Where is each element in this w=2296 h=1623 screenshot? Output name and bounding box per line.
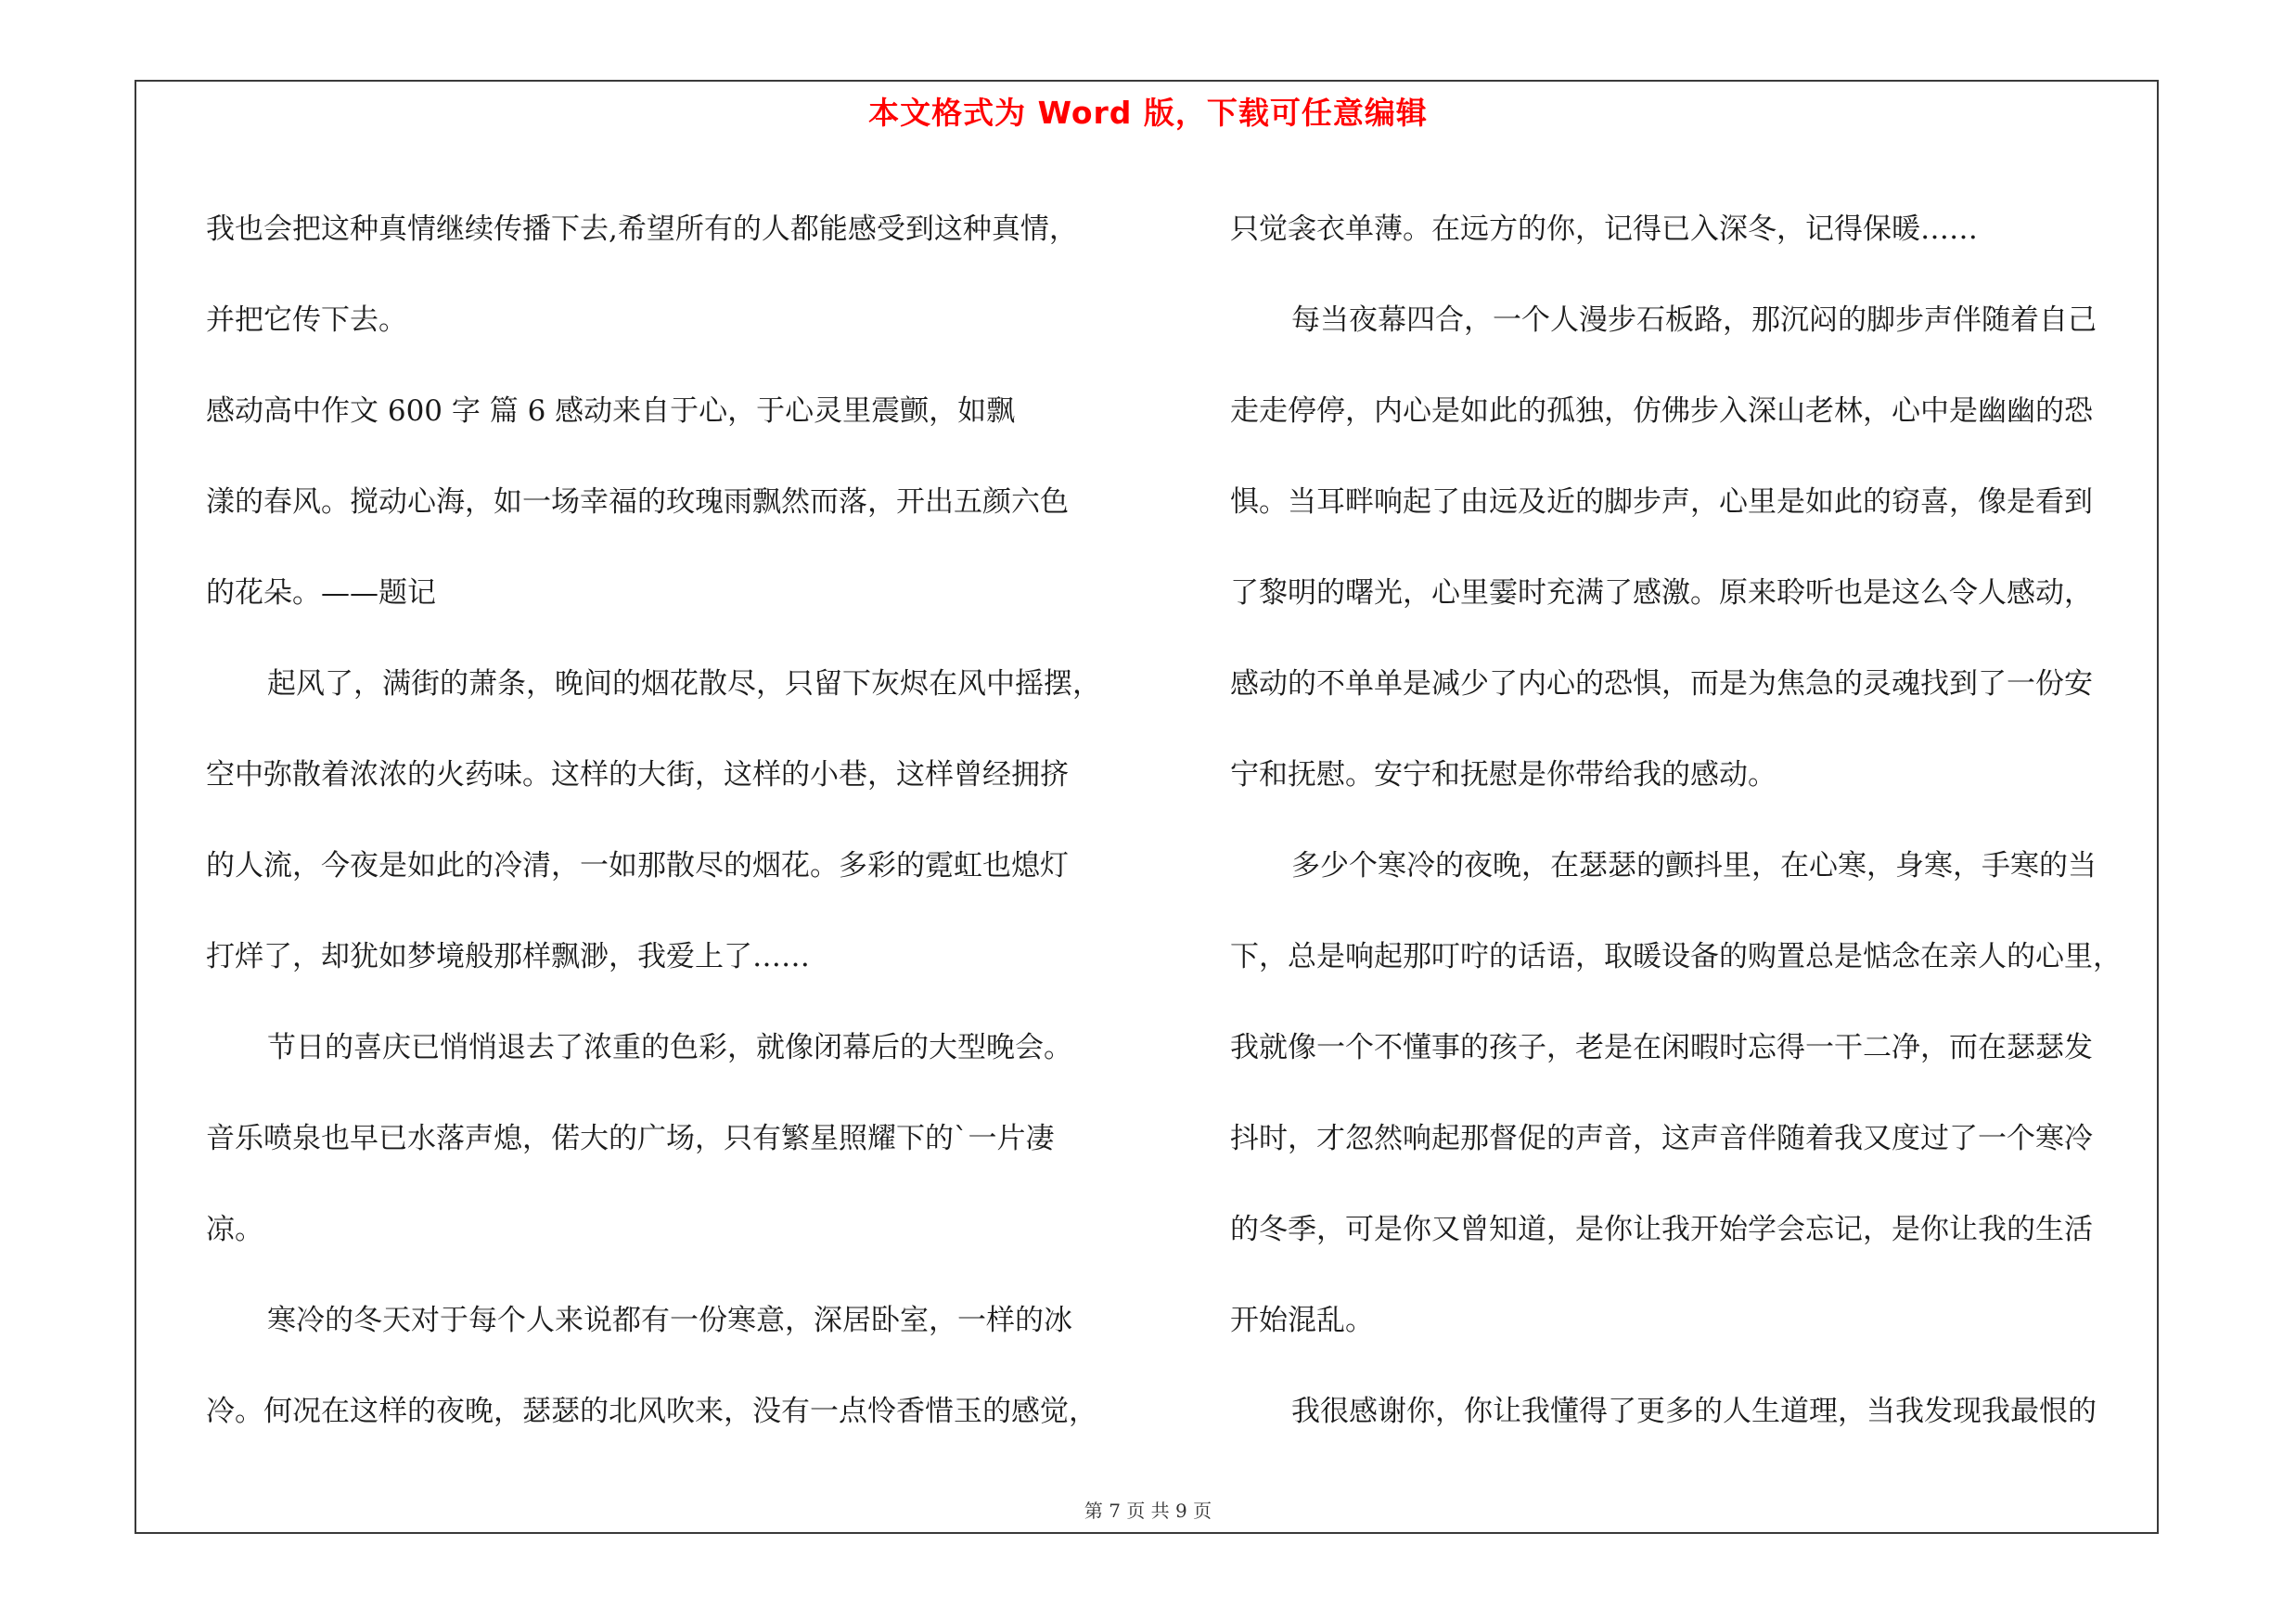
text-line: 开始混乱。: [1230, 1304, 1374, 1337]
text-line: 的人流，今夜是如此的冷清，一如那散尽的烟花。多彩的霓虹也熄灯: [206, 849, 1069, 882]
paragraph-start-line: 节日的喜庆已悄悄退去了浓重的色彩，就像闭幕后的大型晚会。: [267, 1031, 1072, 1064]
text-line: 走走停停，内心是如此的孤独，仿佛步入深山老林，心中是幽幽的恐: [1230, 394, 2093, 428]
text-line: 音乐喷泉也早已水落声熄，偌大的广场，只有繁星照耀下的`一片凄: [206, 1122, 1055, 1155]
text-line: 我就像一个不懂事的孩子，老是在闲暇时忘得一干二净，而在瑟瑟发: [1230, 1031, 2093, 1064]
text-line: 冷。何况在这样的夜晚，瑟瑟的北风吹来，没有一点怜香惜玉的感觉，: [206, 1395, 1097, 1428]
text-line: 抖时，才忽然响起那督促的声音，这声音伴随着我又度过了一个寒冷: [1230, 1122, 2093, 1155]
left-text-column: [206, 184, 1180, 1457]
text-line: 只觉衾衣单薄。在远方的你，记得已入深冬，记得保暖……: [1230, 213, 1978, 246]
text-line: 的花朵。——题记: [206, 576, 436, 610]
text-line: 我也会把这种真情继续传播下去,希望所有的人都能感受到这种真情，: [206, 213, 1078, 246]
paragraph-start-line: 寒冷的冬天对于每个人来说都有一份寒意，深居卧室，一样的冰: [267, 1304, 1072, 1337]
text-line: 凉。: [206, 1213, 263, 1246]
text-line: 感动的不单单是减少了内心的恐惧，而是为焦急的灵魂找到了一份安: [1230, 667, 2093, 701]
paragraph-start-line: 多少个寒冷的夜晚，在瑟瑟的颤抖里，在心寒，身寒，手寒的当: [1291, 849, 2097, 882]
text-line: 下，总是响起那叮咛的话语，取暖设备的购置总是惦念在亲人的心里，: [1230, 940, 2122, 973]
text-line: 空中弥散着浓浓的火药味。这样的大街，这样的小巷，这样曾经拥挤: [206, 758, 1069, 792]
page-number-footer: 第 7 页 共 9 页: [1084, 1500, 1212, 1522]
text-line: 了黎明的曙光，心里霎时充满了感激。原来聆听也是这么令人感动，: [1230, 576, 2093, 610]
text-line: 宁和抚慰。安宁和抚慰是你带给我的感动。: [1230, 758, 1777, 792]
paragraph-start-line: 起风了，满街的萧条，晚间的烟花散尽，只留下灰烬在风中摇摆，: [267, 667, 1101, 701]
essay-heading-line: 感动高中作文 600 字 篇 6 感动来自于心，于心灵里震颤，如飘: [206, 394, 1016, 428]
paragraph-start-line: 我很感谢你，你让我懂得了更多的人生道理，当我发现我最恨的: [1291, 1395, 2097, 1428]
text-line: 并把它传下去。: [206, 303, 407, 337]
right-text-column: [1230, 184, 2158, 1457]
text-line: 的冬季，可是你又曾知道，是你让我开始学会忘记，是你让我的生活: [1230, 1213, 2093, 1246]
format-notice-banner: 本文格式为 Word 版，下载可任意编辑: [868, 95, 1428, 131]
text-line: 打烊了，却犹如梦境般那样飘渺，我爱上了……: [206, 940, 810, 973]
paragraph-start-line: 每当夜幕四合，一个人漫步石板路，那沉闷的脚步声伴随着自己: [1291, 303, 2097, 337]
text-line: 惧。当耳畔响起了由远及近的脚步声，心里是如此的窃喜，像是看到: [1230, 485, 2093, 519]
text-line: 漾的春风。搅动心海，如一场幸福的玫瑰雨飘然而落，开出五颜六色: [206, 485, 1069, 519]
